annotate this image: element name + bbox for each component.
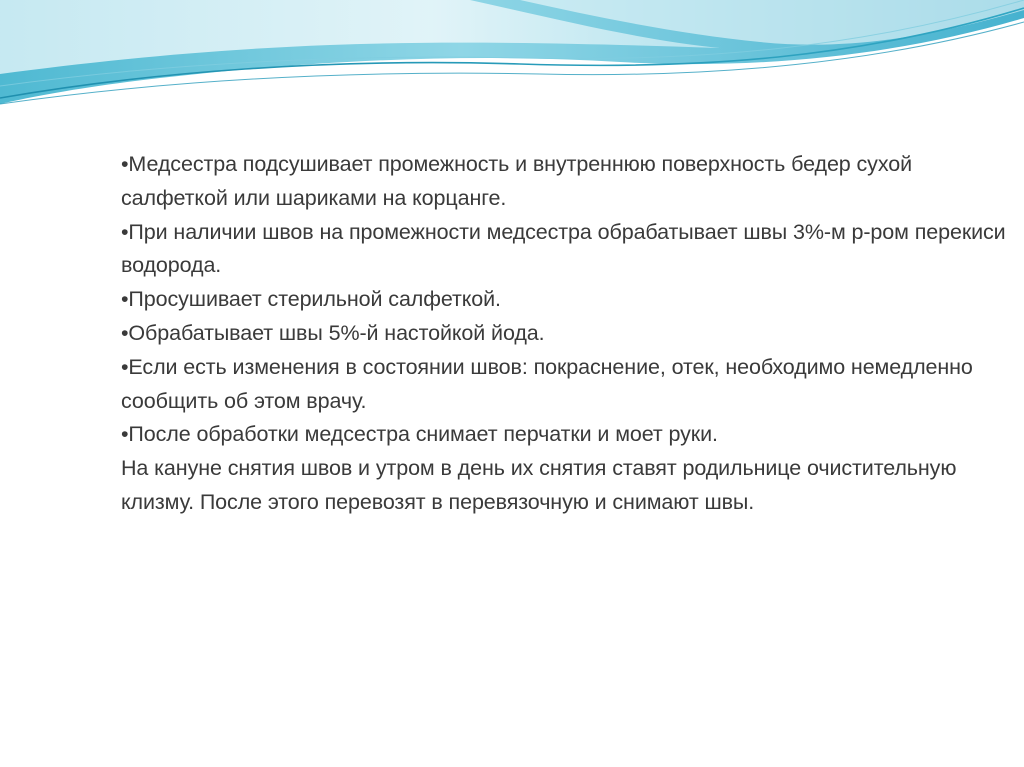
paragraph-3: •Просушивает стерильной салфеткой. [121,287,501,312]
paragraph-4: •Обрабатывает швы 5%-й настойкой йода. [121,320,545,345]
paragraph-6: •После обработки медсестра снимает перчатки и моет руки. [121,422,718,447]
paragraph-2: •При наличии швов на промежности медсестра обрабатывает швы 3%-м р-ром перекиси водорода. [121,219,1006,278]
paragraph-7: На кануне снятия швов и утром в день их снятия ставят родильнице очистительную клизму. После этого перевозят в перевязочную и снимают швы. [121,456,957,514]
body-text-block [121,148,1016,520]
paragraph-5: •Если есть изменения в состоянии швов: покраснение, отек, необходимо немедленно сообщить об этом врачу. [121,354,973,413]
wave-header-decoration [0,0,1024,130]
paragraph-1: •Медсестра подсушивает промежность и внутреннюю поверхность бедер сухой салфеткой или шариками на корцанге. [121,152,913,210]
